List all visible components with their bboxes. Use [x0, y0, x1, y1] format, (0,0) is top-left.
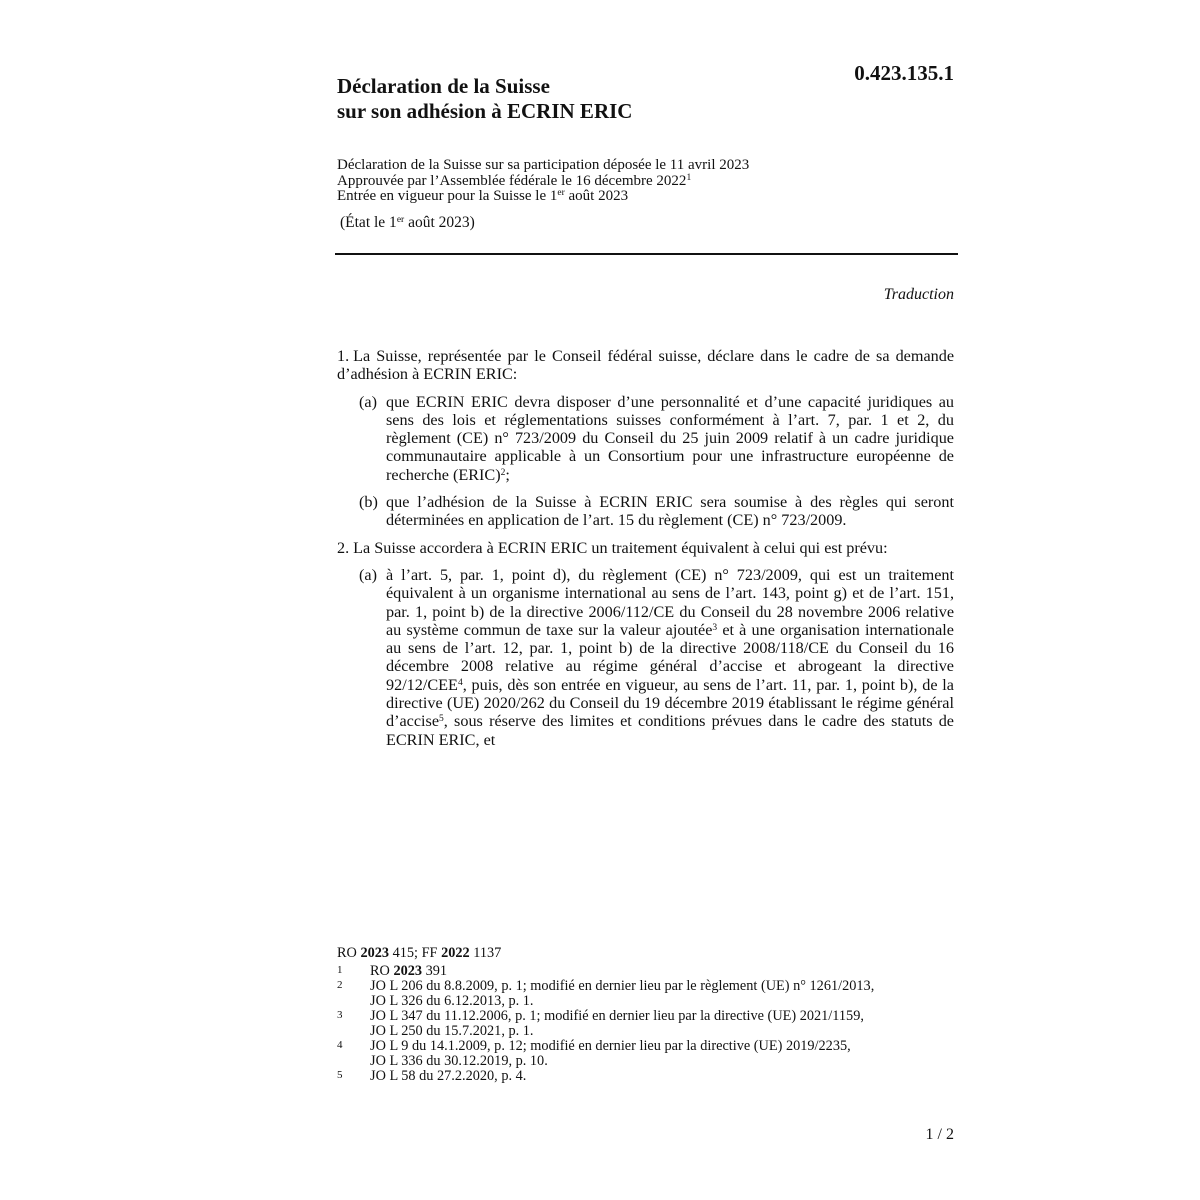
footnote-4 — [337, 1039, 954, 1069]
meta-deposit-line: Déclaration de la Suisse sur sa participation déposée le 11 avril 2023 — [337, 157, 750, 173]
footnote-text: JO L 336 du 30.12.2019, p. 10. — [370, 1053, 548, 1069]
footnote-2 — [337, 979, 954, 1009]
section-1 — [337, 347, 954, 384]
footnote-text: JO L 347 du 11.12.2006, p. 1; modifié en dernier lieu par la directive (UE) 2021/1159, — [370, 1008, 864, 1024]
item-label: (a) — [359, 392, 377, 411]
document-metadata — [337, 158, 957, 205]
page-number: 1 / 2 — [925, 1126, 954, 1143]
section-1-number: 1. — [337, 347, 350, 365]
document-title — [337, 74, 797, 124]
section-1-item-a: (a) que ECRIN ERIC devra disposer d’une personnalité et d’une capacité juridiques au sens des lois et réglementations suisses conformément à l’art. 7, par. 1 et 2, du règlement (CE) n° 723/2009 du Conseil du 25 juin 2009 relatif à un cadre juridique communautaire applicable à un Consortium pour une infrastructure européenne de recherche (ERIC)$^2$; — [359, 392, 954, 484]
footnote-text: JO L 206 du 8.8.2009, p. 1; modifié en dernier lieu par le règlement (UE) n° 1261/2013, — [370, 978, 875, 994]
section-2-number: 2. — [337, 538, 350, 557]
footnote-number: 1 — [337, 964, 343, 976]
section-2-text: La Suisse accordera à ECRIN ERIC un traitement équivalent à celui qui est prévu: — [353, 538, 888, 557]
footnote-ref-4: 4 — [457, 677, 463, 688]
footnote-ref-5: 5 — [439, 714, 444, 725]
title-line-2: sur son adhésion à ECRIN ERIC — [337, 99, 633, 123]
footnote-number: 5 — [337, 1069, 343, 1081]
section-1-item-b — [337, 493, 954, 530]
header-divider — [335, 253, 958, 255]
meta-entry-into-force-line: Entrée en vigueur pour la Suisse le 1er août 2023 — [337, 188, 629, 204]
footnote-text: RO 2023 391 — [370, 963, 448, 979]
item-text: que l’adhésion de la Suisse à ECRIN ERIC sera soumise à des règles qui seront déterminées en application de l’art. 15 du règlement (CE) n° 723/2009. — [386, 493, 954, 530]
references-block — [337, 946, 954, 1084]
footnote-ref-3: 3 — [712, 622, 718, 633]
document-body — [337, 347, 954, 758]
title-line-1: Déclaration de la Suisse — [337, 74, 550, 98]
status-date: (État le 1er août 2023) — [340, 214, 475, 231]
item-label: (a) — [359, 565, 377, 584]
footnote-number: 4 — [337, 1039, 343, 1051]
footnote-text: JO L 9 du 14.1.2009, p. 12; modifié en dernier lieu par la directive (UE) 2019/2235, — [370, 1038, 851, 1054]
footnote-text: JO L 58 du 27.2.2020, p. 4. — [370, 1068, 527, 1084]
footnote-text: JO L 250 du 15.7.2021, p. 1. — [370, 1023, 534, 1039]
section-2-item-a: (a) à l’art. 5, par. 1, point d), du règlement (CE) n° 723/2009, qui est un traitement équivalent à un organisme international au sens de l’art. 143, point g) et de l’art. 151, par. 1, point b) de la directive 2006/112/CE du Conseil du 28 novembre 2006 relative au système commun de taxe sur la valeur ajoutée$^3$ et à une organisation internationale au sens de l’art. 12, par. 1, point b) de la directive 2008/118/CE du Conseil du 16 décembre 2008 relative au régime général d’accise et abrogeant la directive 92/12/CEE$^4$, puis, dès son entrée en vigueur, au sens de l’art. 11, par. 1, point b), de la directive (UE) 2020/262 du Conseil du 19 décembre 2019 établissant le régime général d’accise$^5$, sous réserve des limites et conditions prévues dans le cadre des statuts de ECRIN ERIC, et — [359, 565, 954, 749]
section-1-text: La Suisse, représentée par le Conseil fédéral suisse, déclare dans le cadre de sa demande d’adhésion à ECRIN ERIC: — [337, 347, 954, 384]
footnote-text: JO L 326 du 6.12.2013, p. 1. — [370, 993, 534, 1009]
footnote-5 — [337, 1069, 954, 1084]
section-2 — [337, 539, 954, 557]
translation-label: Traduction — [883, 286, 954, 303]
publication-reference: RO 2023 415; FF 2022 1137 — [337, 945, 502, 961]
meta-approval-line: Approuvée par l’Assemblée fédérale le 16 décembre 2022$^1$ — [337, 172, 692, 189]
item-text: que ECRIN ERIC devra disposer d’une personnalité et d’une capacité juridiques au sens des lois et réglementations suisses conformément à l’art. 7, par. 1 et 2, du règlement (CE) n° 723/2009 du Conseil du 25 juin 2009 relatif à un cadre juridique communautaire applicable à un Consortium pour une infrastructure européenne de recherche (ERIC) — [386, 392, 954, 484]
item-label: (b) — [359, 493, 378, 512]
footnote-ref-2: 2 — [500, 467, 506, 478]
sr-number: 0.423.135.1 — [854, 61, 954, 85]
footnote-number: 3 — [337, 1009, 343, 1021]
footnote-ref-1: 1 — [686, 172, 692, 183]
footnote-3 — [337, 1009, 954, 1039]
footnote-number: 2 — [337, 979, 343, 991]
footnote-1 — [337, 964, 954, 979]
